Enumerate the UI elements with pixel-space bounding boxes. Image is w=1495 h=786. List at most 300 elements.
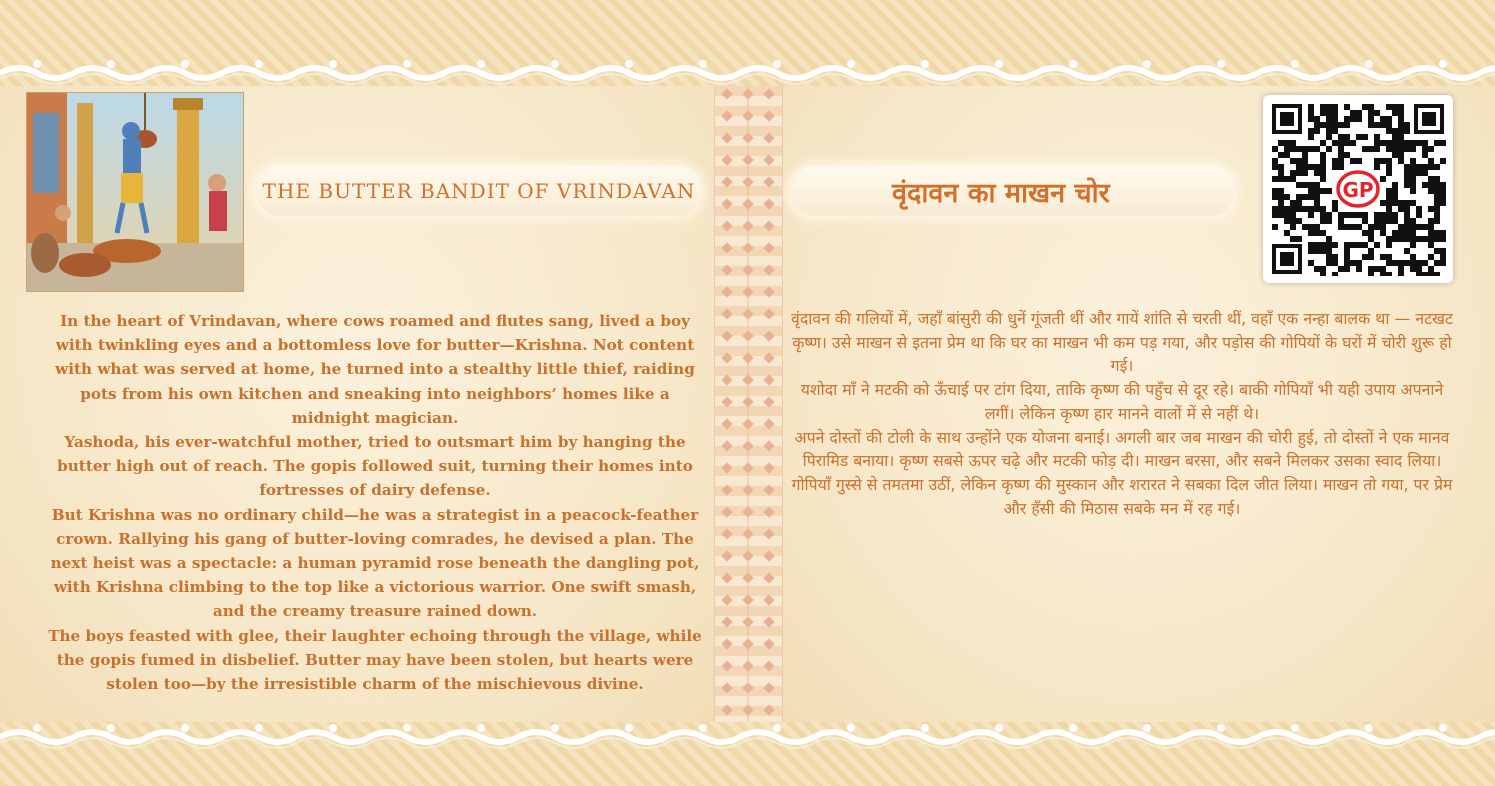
- qr-module: [1386, 260, 1392, 266]
- spine-motif: [721, 220, 732, 231]
- qr-module: [1284, 212, 1290, 218]
- qr-module: [1428, 230, 1434, 236]
- border-flower-icon: [107, 60, 115, 68]
- qr-module: [1326, 146, 1332, 152]
- qr-module: [1386, 236, 1392, 242]
- qr-module: [1302, 170, 1308, 176]
- qr-module: [1428, 272, 1434, 276]
- qr-module: [1314, 122, 1320, 128]
- spine-motif: [742, 682, 753, 693]
- spine-motif: [742, 660, 753, 671]
- spine-motif: [742, 594, 753, 605]
- qr-module: [1440, 200, 1446, 206]
- qr-module: [1314, 266, 1320, 272]
- qr-module: [1326, 242, 1332, 248]
- qr-module: [1422, 260, 1428, 266]
- qr-module: [1344, 248, 1350, 254]
- qr-module: [1368, 104, 1374, 110]
- spine-motif: [742, 264, 753, 275]
- qr-module: [1320, 122, 1326, 128]
- qr-module: [1320, 152, 1326, 158]
- qr-finder-top-left: [1272, 104, 1302, 134]
- border-flower-icon: [551, 60, 559, 68]
- qr-module: [1404, 230, 1410, 236]
- spine-motif: [721, 682, 732, 693]
- qr-module: [1440, 230, 1446, 236]
- qr-module: [1278, 206, 1284, 212]
- qr-module: [1284, 218, 1290, 224]
- qr-module: [1284, 230, 1290, 236]
- qr-module: [1314, 206, 1320, 212]
- qr-module: [1332, 200, 1338, 206]
- qr-module: [1410, 236, 1416, 242]
- qr-module: [1344, 224, 1350, 230]
- qr-center-logo-icon: [1335, 166, 1381, 212]
- qr-module: [1296, 218, 1302, 224]
- qr-module: [1344, 254, 1350, 260]
- qr-module: [1278, 164, 1284, 170]
- qr-module: [1332, 104, 1338, 110]
- qr-module: [1398, 146, 1404, 152]
- qr-module: [1422, 182, 1428, 188]
- qr-module: [1440, 194, 1446, 200]
- qr-module: [1404, 260, 1410, 266]
- border-flower-icon: [625, 724, 633, 732]
- qr-module: [1386, 254, 1392, 260]
- spine-motif: [742, 506, 753, 517]
- qr-module: [1272, 188, 1278, 194]
- qr-module: [1290, 236, 1296, 242]
- spine-motif: [763, 374, 774, 385]
- english-paragraph: In the heart of Vrindavan, where cows roamed and flutes sang, lived a boy with twinkling eyes and a bottomless love for butter—Krishna. Not content with what was served at home, he turned into a stealthy little thief, raiding pots from his own kitchen and sneaking into neighbors’ homes like a midnight magician.: [55, 312, 695, 427]
- qr-module: [1404, 182, 1410, 188]
- qr-module: [1440, 140, 1446, 146]
- qr-module: [1308, 212, 1314, 218]
- qr-module: [1422, 272, 1428, 276]
- qr-module: [1422, 140, 1428, 146]
- qr-module: [1404, 212, 1410, 218]
- qr-module: [1404, 122, 1410, 128]
- qr-module: [1332, 110, 1338, 116]
- qr-module: [1398, 260, 1404, 266]
- spine-motif: [721, 154, 732, 165]
- qr-module: [1386, 104, 1392, 110]
- qr-module: [1428, 188, 1434, 194]
- qr-module: [1320, 158, 1326, 164]
- spine-motif: [742, 176, 753, 187]
- qr-module: [1410, 140, 1416, 146]
- qr-module: [1374, 146, 1380, 152]
- qr-module: [1338, 218, 1344, 224]
- qr-module: [1410, 170, 1416, 176]
- qr-module: [1386, 218, 1392, 224]
- qr-module: [1428, 266, 1434, 272]
- qr-module: [1386, 164, 1392, 170]
- qr-finder-top-right: [1414, 104, 1444, 134]
- qr-module: [1374, 110, 1380, 116]
- spine-motif: [721, 660, 732, 671]
- qr-module: [1434, 140, 1440, 146]
- spine-motif: [742, 572, 753, 583]
- qr-code[interactable]: [1270, 102, 1446, 276]
- qr-module: [1362, 242, 1368, 248]
- qr-module: [1338, 266, 1344, 272]
- qr-module: [1434, 194, 1440, 200]
- border-flower-icon: [1069, 60, 1077, 68]
- hindi-title: [790, 166, 1234, 216]
- qr-module: [1416, 266, 1422, 272]
- spine-motif: [742, 330, 753, 341]
- qr-module: [1434, 200, 1440, 206]
- qr-module: [1278, 176, 1284, 182]
- qr-module: [1350, 242, 1356, 248]
- qr-module: [1404, 176, 1410, 182]
- border-flower-icon: [1069, 724, 1077, 732]
- spine-motif: [721, 308, 732, 319]
- qr-module: [1392, 260, 1398, 266]
- qr-module: [1314, 188, 1320, 194]
- qr-module: [1392, 110, 1398, 116]
- spine-motif: [721, 352, 732, 363]
- qr-module: [1350, 110, 1356, 116]
- qr-module: [1314, 224, 1320, 230]
- qr-module: [1386, 128, 1392, 134]
- border-flower-icon: [1291, 60, 1299, 68]
- qr-module: [1344, 134, 1350, 140]
- qr-module: [1416, 140, 1422, 146]
- qr-module: [1404, 224, 1410, 230]
- qr-module: [1356, 158, 1362, 164]
- qr-module: [1332, 158, 1338, 164]
- qr-module: [1356, 212, 1362, 218]
- qr-module: [1350, 116, 1356, 122]
- qr-module: [1338, 164, 1344, 170]
- border-flower-icon: [699, 724, 707, 732]
- qr-module: [1386, 272, 1392, 276]
- qr-module: [1410, 146, 1416, 152]
- qr-module: [1434, 212, 1440, 218]
- spine-motif: [721, 374, 732, 385]
- spine-motif: [742, 418, 753, 429]
- spine-motif: [721, 330, 732, 341]
- qr-module: [1314, 116, 1320, 122]
- hindi-paragraph: अपने दोस्तों की टोली के साथ उन्होंने एक योजना बनाई। अगली बार जब माखन की चोरी हुई, तो दोस्तों ने एक मानव पिरामिड बनाया। कृष्ण सबसे ऊपर चढ़े और मटकी फोड़ दी। माखन बरसा, और सबने मिलकर उसका स्वाद लिया।: [794, 427, 1450, 471]
- spine-motif: [721, 704, 732, 715]
- qr-module: [1392, 236, 1398, 242]
- spine-motif: [721, 638, 732, 649]
- spine-motif: [763, 462, 774, 473]
- border-flower-icon: [255, 724, 263, 732]
- qr-module: [1278, 188, 1284, 194]
- qr-module: [1308, 242, 1314, 248]
- qr-module: [1398, 200, 1404, 206]
- qr-module: [1434, 206, 1440, 212]
- qr-module: [1374, 134, 1380, 140]
- qr-module: [1284, 146, 1290, 152]
- qr-module: [1398, 116, 1404, 122]
- border-flower-icon: [1217, 724, 1225, 732]
- qr-module: [1386, 140, 1392, 146]
- qr-module: [1362, 230, 1368, 236]
- qr-module: [1410, 260, 1416, 266]
- qr-module: [1290, 158, 1296, 164]
- top-scalloped-border: [0, 56, 1495, 90]
- qr-module: [1368, 122, 1374, 128]
- qr-module: [1296, 158, 1302, 164]
- qr-module: [1284, 140, 1290, 146]
- qr-module: [1308, 116, 1314, 122]
- qr-module: [1272, 224, 1278, 230]
- qr-module: [1416, 170, 1422, 176]
- qr-module: [1296, 182, 1302, 188]
- qr-module: [1284, 152, 1290, 158]
- qr-module: [1410, 224, 1416, 230]
- qr-module: [1410, 188, 1416, 194]
- border-flower-icon: [403, 60, 411, 68]
- qr-module: [1398, 224, 1404, 230]
- qr-module: [1380, 266, 1386, 272]
- qr-module: [1284, 206, 1290, 212]
- qr-module: [1290, 206, 1296, 212]
- qr-module: [1410, 218, 1416, 224]
- hindi-story-text: [784, 307, 1460, 520]
- spine-motif: [763, 154, 774, 165]
- spine-motif: [721, 572, 732, 583]
- qr-module: [1434, 260, 1440, 266]
- english-paragraph: Yashoda, his ever-watchful mother, tried to outsmart him by hanging the butter high out of reach. The gopis followed suit, turning their homes into fortresses of dairy defense.: [57, 433, 693, 500]
- qr-module: [1320, 242, 1326, 248]
- qr-module: [1374, 242, 1380, 248]
- qr-module: [1338, 134, 1344, 140]
- spine-motif: [763, 528, 774, 539]
- qr-module: [1398, 128, 1404, 134]
- qr-module: [1398, 230, 1404, 236]
- qr-module: [1356, 260, 1362, 266]
- qr-module: [1320, 248, 1326, 254]
- qr-module: [1386, 194, 1392, 200]
- qr-module: [1272, 212, 1278, 218]
- border-flower-icon: [329, 60, 337, 68]
- spine-motif: [763, 352, 774, 363]
- spine-motif: [742, 154, 753, 165]
- qr-module: [1302, 194, 1308, 200]
- border-flower-icon: [477, 724, 485, 732]
- qr-module: [1314, 248, 1320, 254]
- qr-module: [1404, 170, 1410, 176]
- qr-module: [1440, 260, 1446, 266]
- qr-module: [1332, 128, 1338, 134]
- qr-module: [1302, 206, 1308, 212]
- qr-module: [1380, 158, 1386, 164]
- border-flower-icon: [773, 60, 781, 68]
- qr-module: [1320, 272, 1326, 276]
- qr-module: [1320, 170, 1326, 176]
- qr-module: [1392, 104, 1398, 110]
- qr-module: [1350, 224, 1356, 230]
- bottom-scalloped-border: [0, 720, 1495, 754]
- qr-module: [1416, 164, 1422, 170]
- qr-module: [1290, 218, 1296, 224]
- spine-motif: [763, 110, 774, 121]
- spine-motif: [742, 616, 753, 627]
- qr-module: [1368, 248, 1374, 254]
- spine-motif: [742, 308, 753, 319]
- qr-module: [1386, 200, 1392, 206]
- qr-module: [1356, 134, 1362, 140]
- qr-module: [1428, 218, 1434, 224]
- spine-motif: [742, 638, 753, 649]
- qr-module: [1392, 146, 1398, 152]
- qr-module: [1398, 104, 1404, 110]
- qr-module: [1416, 224, 1422, 230]
- qr-module: [1308, 260, 1314, 266]
- qr-module: [1356, 266, 1362, 272]
- qr-module: [1440, 158, 1446, 164]
- hindi-paragraph: यशोदा माँ ने मटकी को ऊँचाई पर टांग दिया, ताकि कृष्ण की पहुँच से दूर रहे। बाकी गोपियाँ भी यही उपाय अपनाने लगीं। लेकिन कृष्ण हार मानने वालों में से नहीं थे।: [800, 380, 1444, 423]
- spine-motif: [742, 88, 753, 99]
- spine-motif: [763, 594, 774, 605]
- qr-module: [1440, 182, 1446, 188]
- qr-module: [1326, 104, 1332, 110]
- qr-module: [1338, 158, 1344, 164]
- qr-module: [1398, 152, 1404, 158]
- border-flower-icon: [1143, 724, 1151, 732]
- qr-module: [1410, 182, 1416, 188]
- spine-motif: [721, 88, 732, 99]
- qr-module: [1380, 230, 1386, 236]
- hindi-paragraph: वृंदावन की गलियों में, जहाँ बांसुरी की धुनें गूंजती थीं और गायें शांति से चरती थीं, वहाँ एक नन्हा बालक था — नटखट कृष्ण। उसे माखन से इतना प्रेम था कि घर का माखन भी कम पड़ गया, और पड़ोस की गोपियों के घरों में चोरी शुरू हो गई।: [791, 309, 1453, 376]
- qr-module: [1392, 182, 1398, 188]
- qr-module: [1380, 200, 1386, 206]
- qr-module: [1398, 266, 1404, 272]
- spine-motif: [742, 484, 753, 495]
- qr-module: [1368, 224, 1374, 230]
- spine-motif: [763, 176, 774, 187]
- spine-motif: [721, 286, 732, 297]
- border-flower-icon: [699, 60, 707, 68]
- qr-module: [1392, 188, 1398, 194]
- qr-module: [1374, 140, 1380, 146]
- qr-module: [1416, 206, 1422, 212]
- spine-motif: [721, 484, 732, 495]
- qr-module: [1278, 170, 1284, 176]
- qr-module: [1410, 164, 1416, 170]
- spine-motif: [721, 506, 732, 517]
- qr-module: [1404, 140, 1410, 146]
- qr-module: [1326, 110, 1332, 116]
- qr-module: [1428, 242, 1434, 248]
- qr-module: [1308, 224, 1314, 230]
- qr-module: [1326, 122, 1332, 128]
- qr-module: [1434, 230, 1440, 236]
- qr-module: [1326, 236, 1332, 242]
- qr-module: [1380, 224, 1386, 230]
- qr-module: [1404, 248, 1410, 254]
- qr-module: [1386, 212, 1392, 218]
- qr-module: [1440, 236, 1446, 242]
- qr-module: [1320, 266, 1326, 272]
- spine-motif: [763, 396, 774, 407]
- spine-motif: [763, 132, 774, 143]
- spine-motif: [763, 242, 774, 253]
- qr-module: [1308, 146, 1314, 152]
- qr-module: [1350, 260, 1356, 266]
- qr-module: [1386, 170, 1392, 176]
- qr-module: [1320, 218, 1326, 224]
- qr-module: [1320, 140, 1326, 146]
- border-flower-icon: [625, 60, 633, 68]
- qr-module: [1326, 134, 1332, 140]
- qr-module: [1338, 152, 1344, 158]
- border-flower-icon: [1439, 60, 1447, 68]
- qr-module: [1320, 212, 1326, 218]
- qr-module: [1344, 122, 1350, 128]
- qr-code-card[interactable]: [1263, 95, 1453, 283]
- qr-module: [1308, 128, 1314, 134]
- border-flower-icon: [1439, 724, 1447, 732]
- spine-motif: [763, 616, 774, 627]
- spine-motif: [742, 440, 753, 451]
- qr-module: [1374, 218, 1380, 224]
- qr-module: [1362, 134, 1368, 140]
- qr-module: [1290, 224, 1296, 230]
- qr-module: [1290, 212, 1296, 218]
- spine-motif: [742, 198, 753, 209]
- spine-motif: [721, 440, 732, 451]
- qr-module: [1272, 194, 1278, 200]
- qr-module: [1434, 176, 1440, 182]
- qr-module: [1368, 110, 1374, 116]
- qr-module: [1404, 236, 1410, 242]
- qr-module: [1386, 242, 1392, 248]
- english-title-text: THE BUTTER BANDIT OF VRINDAVAN: [262, 179, 696, 203]
- qr-module: [1326, 188, 1332, 194]
- qr-module: [1392, 194, 1398, 200]
- qr-module: [1422, 170, 1428, 176]
- qr-module: [1380, 140, 1386, 146]
- qr-module: [1332, 206, 1338, 212]
- qr-module: [1338, 146, 1344, 152]
- spine-motif: [721, 550, 732, 561]
- qr-module: [1374, 224, 1380, 230]
- qr-module: [1428, 236, 1434, 242]
- border-flower-icon: [995, 724, 1003, 732]
- qr-module: [1344, 152, 1350, 158]
- spine-motif: [763, 484, 774, 495]
- border-flower-icon: [551, 724, 559, 732]
- qr-module: [1356, 242, 1362, 248]
- qr-module: [1380, 116, 1386, 122]
- qr-module: [1326, 116, 1332, 122]
- qr-module: [1320, 176, 1326, 182]
- qr-module: [1296, 200, 1302, 206]
- qr-module: [1434, 188, 1440, 194]
- qr-module: [1362, 104, 1368, 110]
- qr-module: [1314, 230, 1320, 236]
- english-title: [256, 166, 702, 216]
- qr-module: [1302, 158, 1308, 164]
- qr-module: [1428, 182, 1434, 188]
- qr-module: [1314, 170, 1320, 176]
- qr-module: [1386, 122, 1392, 128]
- qr-module: [1416, 212, 1422, 218]
- qr-module: [1368, 236, 1374, 242]
- qr-module: [1374, 266, 1380, 272]
- qr-module: [1410, 200, 1416, 206]
- qr-module: [1410, 254, 1416, 260]
- border-flower-icon: [33, 724, 41, 732]
- qr-module: [1362, 218, 1368, 224]
